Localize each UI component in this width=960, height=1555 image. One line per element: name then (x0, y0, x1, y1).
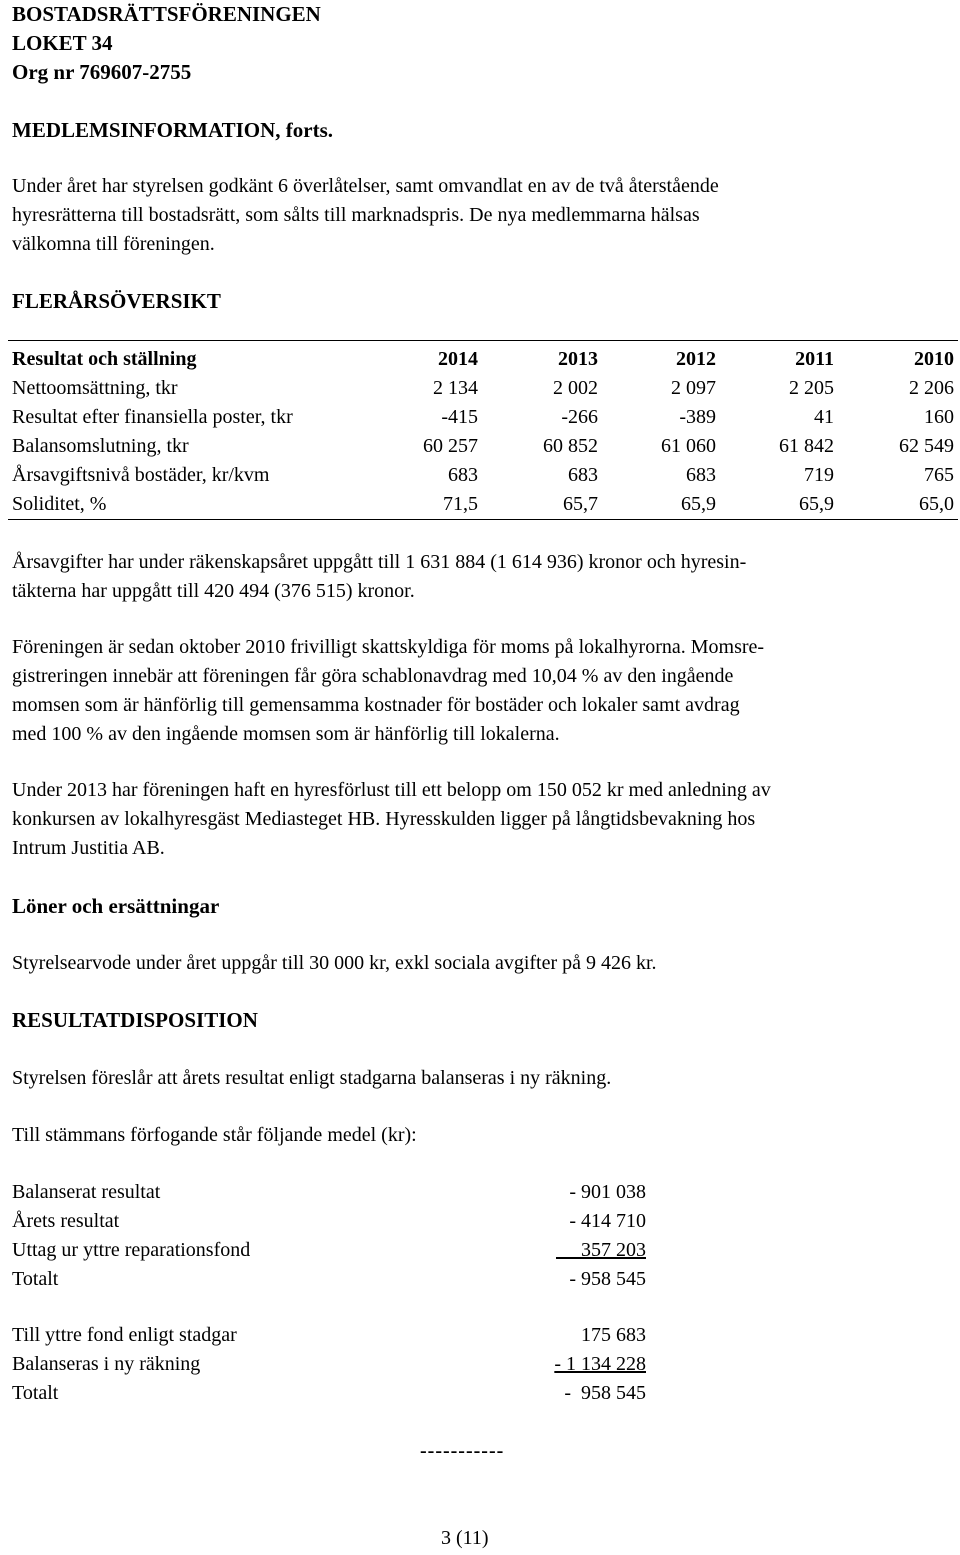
table-cell: 719 (804, 464, 834, 486)
column-header: 2014 (438, 348, 478, 370)
table-cell: 65,0 (919, 493, 954, 515)
table-cell: 2 206 (909, 377, 954, 399)
table-cell: 2 134 (433, 377, 478, 399)
table-cell: 765 (924, 464, 954, 486)
member-info-heading: MEDLEMSINFORMATION, forts. (12, 118, 334, 142)
table-cell: 683 (568, 464, 598, 486)
column-header: Resultat och ställning (12, 348, 197, 370)
table-cell: Årsavgiftsnivå bostäder, kr/kvm (12, 464, 270, 486)
table-cell: 62 549 (899, 435, 954, 457)
table-cell: 683 (686, 464, 716, 486)
salaries-text: Styrelsearvode under året uppgår till 30 000 kr, exkl sociala avgifter på 9 426 kr. (12, 952, 657, 974)
table-row (8, 490, 958, 520)
table-cell: 61 842 (779, 435, 834, 457)
member-info-paragraph (12, 172, 719, 259)
disposition-text: Styrelsen föreslår att årets resultat enligt stadgarna balanseras i ny räkning. (12, 1067, 612, 1089)
disposition-label: Totalt (12, 1382, 59, 1404)
table-cell: 61 060 (661, 435, 716, 457)
member-info-line: Under året har styrelsen godkänt 6 överlåtelser, samt omvandlat en av de två återstående (12, 175, 719, 197)
table-cell: -266 (561, 406, 598, 428)
disposition-row (12, 1321, 646, 1350)
column-header: 2011 (795, 348, 834, 370)
org-name: BOSTADSRÄTTSFÖRENINGEN (12, 2, 321, 26)
table-cell: Soliditet, % (12, 493, 107, 515)
paragraph-line: Under 2013 har föreningen haft en hyresförlust till ett belopp om 150 052 kr med anledning av (12, 779, 771, 801)
disposition-row (12, 1236, 646, 1265)
salaries-heading: Löner och ersättningar (12, 894, 220, 918)
overview-header-row (8, 341, 958, 375)
table-row (8, 403, 958, 432)
overview-table (8, 340, 958, 520)
disposition-funds-text: Till stämmans förfogande står följande medel (kr): (12, 1124, 417, 1146)
disposition-amount: - 958 545 (564, 1382, 646, 1404)
paragraph-line: Föreningen är sedan oktober 2010 frivilligt skattskyldiga för moms på lokalhyrorna. Momsre- (12, 636, 765, 658)
table-cell: Nettoomsättning, tkr (12, 377, 178, 399)
table-cell: -389 (679, 406, 716, 428)
paragraph-line: med 100 % av den ingående momsen som är hänförlig till lokalerna. (12, 723, 560, 745)
rent-loss-paragraph (12, 776, 771, 863)
disposition-amount: - 958 545 (569, 1268, 646, 1290)
table-cell: Balansomslutning, tkr (12, 435, 189, 457)
member-info-line: hyresrätterna till bostadsrätt, som sålts till marknadspris. De nya medlemmarna hälsas (12, 204, 700, 226)
paragraph-line: täkterna har uppgått till 420 494 (376 515) kronor. (12, 580, 415, 602)
disposition-amount: 175 683 (581, 1324, 646, 1346)
disposition-amount: 357 203 (556, 1239, 646, 1261)
paragraph-line: Årsavgifter har under räkenskapsåret uppgått till 1 631 884 (1 614 936) kronor och hyresin- (12, 551, 747, 573)
disposition-amount: - 901 038 (569, 1181, 646, 1203)
table-cell: 65,9 (799, 493, 834, 515)
overview-heading: FLERÅRSÖVERSIKT (12, 289, 221, 313)
table-row (8, 432, 958, 461)
disposition-row (12, 1350, 646, 1379)
disposition-label: Årets resultat (12, 1210, 120, 1232)
column-header: 2012 (676, 348, 716, 370)
table-cell: 41 (814, 406, 834, 428)
table-cell: 60 257 (423, 435, 478, 457)
disposition-label: Uttag ur yttre reparationsfond (12, 1239, 251, 1261)
fees-paragraph (12, 548, 746, 606)
disposition-group-1 (12, 1178, 646, 1294)
disposition-row (12, 1379, 646, 1408)
paragraph-line: gistreringen innebär att föreningen får göra schablonavdrag med 10,04 % av den ingående (12, 665, 734, 687)
disposition-amount: - 414 710 (569, 1210, 646, 1232)
table-cell: 160 (924, 406, 954, 428)
org-number: Org nr 769607-2755 (12, 60, 192, 84)
disposition-label: Balanseras i ny räkning (12, 1353, 201, 1375)
page-number: 3 (11) (441, 1527, 489, 1549)
table-cell: 65,7 (563, 493, 598, 515)
paragraph-line: konkursen av lokalhyresgäst Mediasteget HB. Hyresskulden ligger på långtidsbevakning hos (12, 808, 756, 830)
table-row (8, 461, 958, 490)
table-cell: Resultat efter finansiella poster, tkr (12, 406, 293, 428)
disposition-row (12, 1178, 646, 1207)
disposition-amount: - 1 134 228 (554, 1353, 646, 1375)
paragraph-line: Intrum Justitia AB. (12, 837, 165, 859)
disposition-heading: RESULTATDISPOSITION (12, 1008, 258, 1032)
disposition-group-2 (12, 1321, 646, 1408)
end-divider: ----------- (420, 1440, 505, 1462)
org-sub: LOKET 34 (12, 31, 113, 55)
table-row (8, 374, 958, 403)
paragraph-line: momsen som är hänförlig till gemensamma kostnader för bostäder och lokaler samt avdrag (12, 694, 740, 716)
disposition-row (12, 1265, 646, 1294)
table-cell: -415 (441, 406, 478, 428)
column-header: 2013 (558, 348, 598, 370)
table-cell: 683 (448, 464, 478, 486)
table-cell: 65,9 (681, 493, 716, 515)
disposition-label: Totalt (12, 1268, 59, 1290)
table-cell: 2 002 (553, 377, 598, 399)
vat-paragraph (12, 633, 764, 749)
column-header: 2010 (914, 348, 954, 370)
table-cell: 71,5 (443, 493, 478, 515)
table-cell: 60 852 (543, 435, 598, 457)
table-cell: 2 097 (671, 377, 716, 399)
disposition-label: Till yttre fond enligt stadgar (12, 1324, 237, 1346)
disposition-label: Balanserat resultat (12, 1181, 161, 1203)
table-cell: 2 205 (789, 377, 834, 399)
member-info-line: välkomna till föreningen. (12, 233, 215, 255)
disposition-row (12, 1207, 646, 1236)
